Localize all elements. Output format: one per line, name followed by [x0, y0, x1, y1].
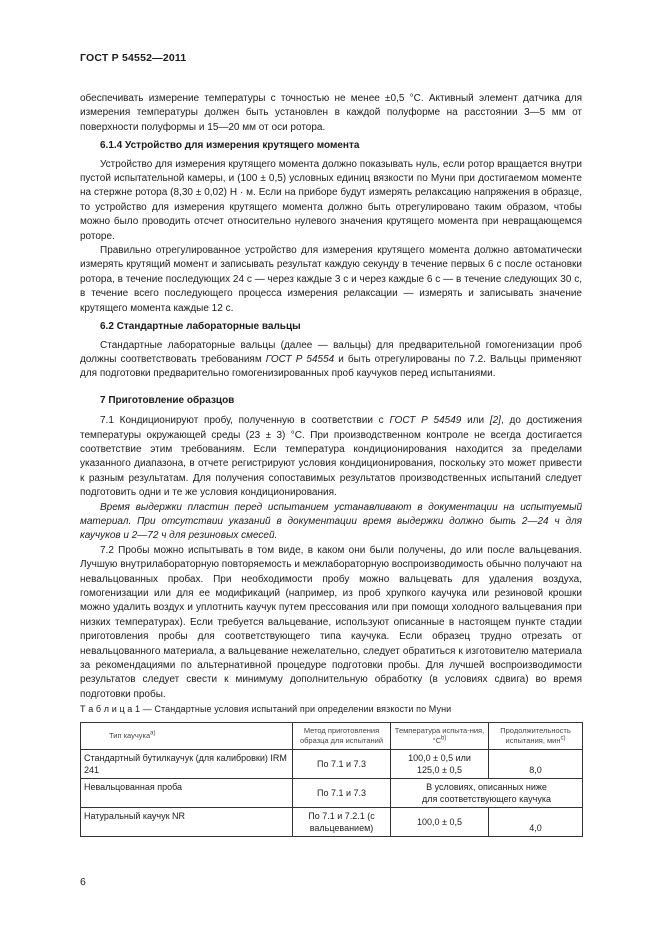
cell-rubber-type: Натуральный каучук NR: [81, 808, 293, 837]
heading-6-2: 6.2 Стандартные лабораторные вальцы: [100, 321, 301, 333]
page-number: 6: [80, 876, 86, 888]
table-row: [81, 808, 583, 837]
table-caption: Т а б л и ц а 1 — Стандартные условия испытаний при определении вязкости по Муни: [80, 704, 452, 714]
paragraph-intro: обеспечивать измерение температуры с точностью не менее ±0,5 °С. Активный элемент датчика для измерения температуры должен быть установлен в каждой полуформе на расстоянии 3—5 мм от поверхности полуформы и 15—20 мм от оси ротора.: [80, 93, 582, 133]
standard-reference: ГОСТ Р 54549: [389, 415, 462, 427]
bibliography-reference: [2]: [489, 415, 501, 427]
cell-method: По 7.1 и 7.2.1 (с вальцеванием): [293, 808, 391, 837]
cell-method: По 7.1 и 7.3: [293, 750, 391, 779]
paragraph-6-1-4-b: Правильно отрегулированное устройство для измерения крутящего момента должно автоматически измерять крутящий момент и записывать результат каждую секунду в течение первых 6 с после остановки ротора, в течение последующих 24 с — через каждые 3 с и через каждые 6 с — в течение следующих 30 с, в течение всего последующего процесса измерения релаксации — измерять и записывать значение крутящего момента каждые 12 с.: [80, 245, 582, 314]
cell-duration: 4,0: [489, 808, 583, 837]
paragraph-7-1-italic: Время выдержки пластин перед испытанием устанавливают в документации на испытуемый материал. При отсутствии указаний в документации время выдержки должно быть 2—24 ч для каучуков и 2—72 ч для резиновых смесей.: [80, 501, 582, 542]
heading-6-1-4: 6.1.4 Устройство для измерения крутящего момента: [100, 140, 360, 152]
cell-method: По 7.1 и 7.3: [293, 779, 391, 808]
column-header-preparation-method: Метод приготовления образца для испытаний: [293, 723, 391, 750]
heading-section-7: 7 Приготовление образцов: [100, 394, 235, 406]
table-row: [81, 779, 583, 808]
paragraph-6-1-4-a: Устройство для измерения крутящего момента должно показывать нуль, если ротор вращается внутри пустой испытательной камеры, и (100 ± 0,5) условных единиц вязкости по Муни при достигаемом моменте на стержне ротора (8,30 ± 0,02) Н · м. Если на приборе будут измерять релаксацию напряжения в образце, то устройство для измерения крутящего момента должно быть отрегулировано таким образом, чтобы можно было проводить отсчет относительно нулевого значения крутящего момента при невращающемся роторе.: [80, 158, 582, 242]
paragraph-7-1: 7.1 Кондиционируют пробу, полученную в соответствии с ГОСТ Р 54549 или [2], до достижения температуры окружающей среды (23 ± 3) °С. При производственном контроле не всегда достигается соответствие этим требованиям. Если температура кондиционирования находится за пределами указанного диапазона, в отчете регистрируют условия кондиционирования, поскольку это может привести к разным результатам. Для получения сопоставимых результатов производственных испытаний следует подготовить одни и те же условия кондиционирования.: [80, 415, 582, 499]
table-row: [81, 750, 583, 779]
cell-merged-conditions: В условиях, описанных ниже для соответствующего каучука: [391, 779, 583, 808]
mooney-test-conditions-table: [80, 722, 583, 837]
column-header-duration: Продолжительность испытания, мин$^{c)}$: [489, 723, 583, 750]
document-body: [80, 92, 582, 702]
cell-duration: 8,0: [489, 750, 583, 779]
document-header: ГОСТ Р 54552—2011: [80, 52, 187, 64]
table-1-block: [80, 703, 582, 837]
column-header-temperature: Температура испыта-ния, $^\circ С^{b)}$: [391, 723, 489, 750]
table-header-row: [81, 723, 583, 750]
paragraph-6-2: Стандартные лабораторные вальцы (далее — вальцы) для предварительной гомогенизации проб должны соответствовать требованиям ГОСТ Р 54554 и быть отрегулированы по 7.2. Вальцы применяют для подготовки предварительно гомогенизированных проб каучуков перед испытаниями.: [80, 339, 583, 380]
cell-rubber-type: Стандартный бутилкаучук (для калибровки) IRM 241: [81, 750, 293, 779]
paragraph-7-2: 7.2 Пробы можно испытывать в том виде, в каком они были получены, до или после вальцевания. Лучшую внутрилабораторную повторяемость и межлабораторную воспроизводимость обычно получают на невальцованных пробах. При необходимости пробу можно вальцевать для удаления воздуха, гомогенизации или для ее модификаций (например, из проб хрупкого каучука или резиновой крошки можно удалить воздух и уплотнить каучук путем прессования или при помощи холодного вальцевания при низких температурах). Если требуется вальцевание, используют описанные в настоящем пункте стадии приготовления пробы для соответствующего типа каучука. Если образец трудно отрезать от невальцованного материала, а вальцевание нежелательно, следует обратиться к изготовителю материала за рекомендациями по альтернативной процедуре подготовки пробы. Для лучшей воспроизводимости результатов следует свести к минимуму дополнительную обработку (в условиях сдвига) во время подготовки пробы.: [80, 544, 582, 700]
cell-temperature: 100,0 ± 0,5: [391, 808, 489, 837]
standard-reference: ГОСТ Р 54554: [265, 353, 335, 365]
cell-temperature: 100,0 ± 0,5 или 125,0 ± 0,5: [391, 750, 489, 779]
column-header-rubber-type: Тип каучука$^{а)}$: [81, 723, 293, 750]
cell-rubber-type: Невальцованная проба: [81, 779, 293, 808]
